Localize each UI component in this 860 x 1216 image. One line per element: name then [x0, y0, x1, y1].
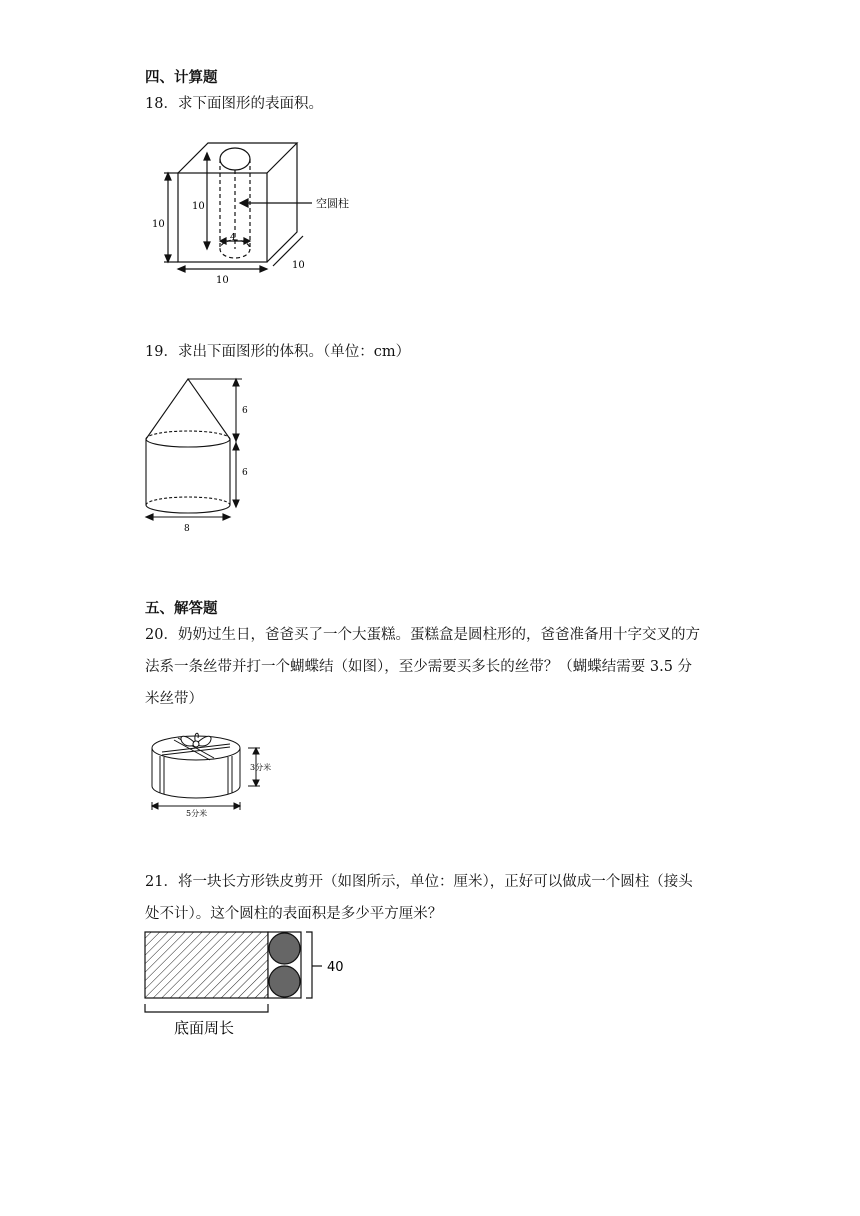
- question-19-text: 19．求出下面图形的体积。（单位：cm）: [145, 344, 411, 360]
- q20-height-label: 3分米: [250, 763, 272, 772]
- question-18-text: 18．求下面图形的表面积。: [145, 96, 323, 112]
- q18-width-label: 10: [216, 275, 229, 286]
- q19-cone-on-cylinder-figure: [138, 375, 258, 535]
- question-20-text: [145, 619, 700, 715]
- q21-iron-sheet-figure: [140, 926, 360, 1046]
- q18-cube-with-cylinder-figure: [140, 135, 380, 295]
- q19-cylinder-height-label: 6: [242, 468, 248, 478]
- question-20-line-3: 米丝带）: [145, 691, 203, 707]
- question-21-line-1: 21．将一块长方形铁皮剪开（如图所示，单位：厘米），正好可以做成一个圆柱（接头: [145, 874, 693, 890]
- q18-diameter-label: 4: [230, 233, 236, 243]
- question-21-text: [145, 866, 693, 930]
- question-20-line-1: 20．奶奶过生日，爸爸买了一个大蛋糕。蛋糕盒是圆柱形的，爸爸准备用十字交叉的方: [145, 627, 700, 643]
- question-20-line-2: 法系一条丝带并打一个蝴蝶结（如图），至少需要买多长的丝带？（蝴蝶结需要 3.5 分: [145, 659, 693, 675]
- q18-height-inner-label: 10: [192, 201, 205, 212]
- section-heading-calculation: 四、计算题: [145, 69, 218, 86]
- question-21-line-2: 处不计）。这个圆柱的表面积是多少平方厘米？: [145, 906, 443, 922]
- q18-depth-label: 10: [292, 260, 305, 271]
- section-heading-solutions: 五、解答题: [145, 600, 218, 617]
- q18-callout-label: 空圆柱: [316, 197, 349, 210]
- q21-height-label: 40: [327, 960, 344, 975]
- q18-height-left-label: 10: [152, 219, 165, 230]
- q19-diameter-label: 8: [184, 524, 190, 534]
- q20-diameter-label: 5分米: [186, 809, 208, 818]
- q19-cone-height-label: 6: [242, 406, 248, 416]
- q20-cake-box-figure: [148, 728, 278, 820]
- q21-bottom-label: 底面周长: [174, 1019, 235, 1037]
